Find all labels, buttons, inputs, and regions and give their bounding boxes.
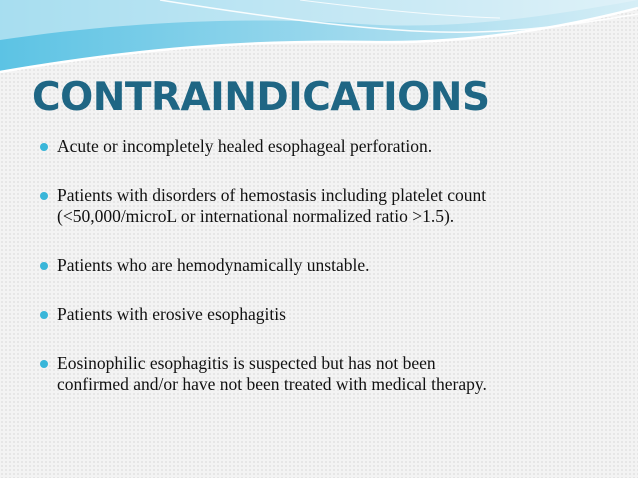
bullet-text: Patients with erosive esophagitis — [57, 304, 286, 324]
bullet-item — [40, 353, 610, 395]
bullet-item — [40, 304, 610, 325]
bullet-text: confirmed and/or have not been treated with medical therapy. — [57, 374, 487, 394]
bullet-text: Patients with disorders of hemostasis including platelet count — [57, 185, 487, 205]
bullet-text: Acute or incompletely healed esophageal perforation. — [57, 136, 433, 156]
slide-title: CONTRAINDICATIONS — [32, 75, 490, 120]
bullet-list — [40, 136, 610, 423]
header-wave-decoration — [0, 0, 638, 80]
bullet-item — [40, 136, 610, 157]
bullet-text: (<50,000/microL or international normalized ratio >1.5). — [57, 206, 455, 226]
bullet-text: Eosinophilic esophagitis is suspected but has not been — [57, 353, 436, 373]
bullet-text: Patients who are hemodynamically unstable. — [57, 255, 370, 275]
bullet-item — [40, 185, 610, 227]
bullet-item — [40, 255, 610, 276]
